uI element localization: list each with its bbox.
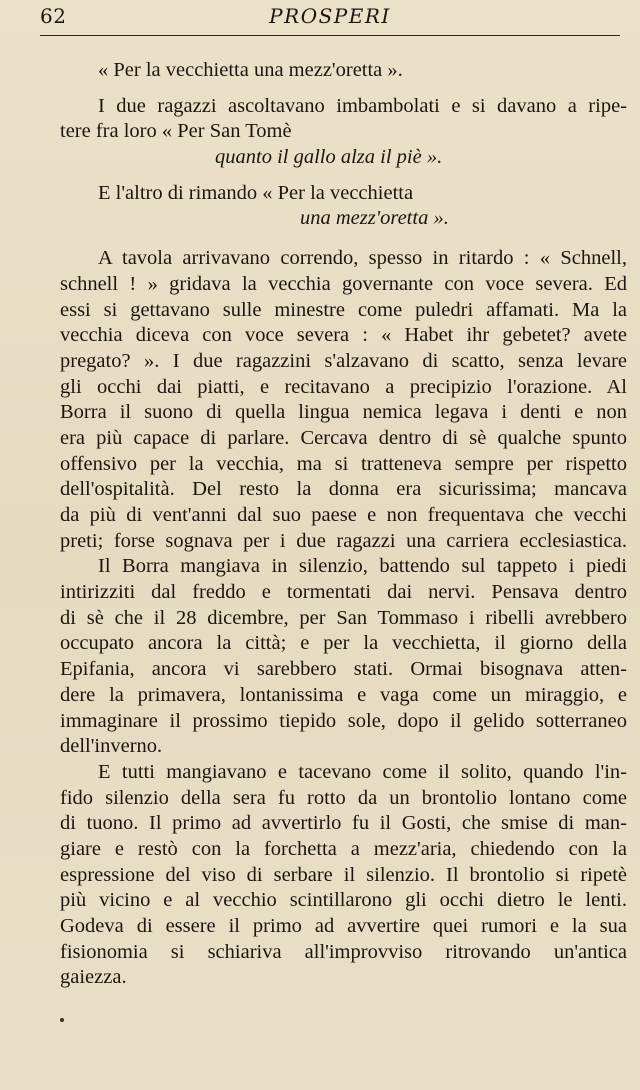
text-line: gaiezza. [60,966,127,989]
text-line: fisionomia si schiariva all'improvviso ritrovando un'antica [60,940,627,963]
text-line: offensivo per la vecchia, ma si tratteneva sempre per rispetto [60,452,627,475]
text-line: intirizziti dal freddo e tormentati dai nervi. Pensava dentro [60,581,627,604]
text-line: schnell ! » gridava la vecchia governante con voce severa. Ed [60,272,627,295]
page-header [40,2,620,30]
text-line: da più di vent'anni dal suo paese e non frequentava che vecchi [60,504,627,526]
text-line: Godeva di essere il primo ad avvertire quei rumori e la sua [60,915,627,937]
text-line: preti; forse sognava per i due ragazzi una carriera ecclesiastica. [60,529,627,552]
text-line: I due ragazzi ascoltavano imbambolati e si davano a ripe- [98,94,627,117]
text-line: dere la primavera, lontanissima e vaga come un miraggio, e [60,683,627,706]
text-line: più vicino e al vecchio scintillarono gli occhi dietro le lenti. [60,889,627,912]
text-line: E tutti mangiavano e tacevano come il solito, quando l'in- [98,760,627,783]
text-line: dell'ospitalità. Del resto la donna era sicurissima; mancava [60,478,627,501]
text-line: pregato? ». I due ragazzini s'alzavano di scatto, senza levare [60,349,627,372]
text-line: immaginare il prossimo tiepido sole, dopo il gelido sotterraneo [60,709,627,732]
text-line: gli occhi dai piatti, e recitavano a precipizio l'orazione. Al [60,375,627,398]
text-line: « Per la vecchietta una mezz'oretta ». [98,59,403,81]
text-line: giare e restò con la forchetta a mezz'aria, chiedendo con la [60,837,627,860]
body-text [60,58,627,991]
text-line: A tavola arrivavano correndo, spesso in ritardo : « Schnell, [98,247,627,270]
text-line: espressione del viso di serbare il silenzio. Il brontolio si ripetè [60,863,627,886]
ink-speck [60,1018,64,1022]
text-line: dell'inverno. [60,735,163,758]
verse-line: quanto il gallo alza il piè ». [215,146,443,169]
text-line: di tuono. Il primo ad avvertirlo fu il Gosti, che smise di man- [60,812,627,835]
text-line: essi si gettavano sulle minestre come puledri affamati. Ma la [60,298,627,321]
text-line: era più capace di parlare. Cercava dentro di sè qualche spunto [60,426,627,449]
verse-line: una mezz'oretta ». [300,207,449,230]
running-title: PROSPERI [269,4,391,28]
page-number: 62 [40,4,67,28]
text-line: vecchia diceva con voce severa : « Habet ihr gebetet? avete [60,324,627,347]
text-line: Borra il suono di quella lingua nemica legava i denti e non [60,401,627,424]
header-rule [40,35,620,36]
text-line: Il Borra mangiava in silenzio, battendo sul tappeto i piedi [98,555,627,578]
text-line: E l'altro di rimando « Per la vecchietta [98,181,414,204]
text-line: tere fra loro « Per San Tomè [60,120,292,143]
text-line: Epifania, ancora vi sarebbero stati. Ormai bisognava atten- [60,658,627,681]
text-line: di sè che il 28 dicembre, per San Tommaso i ribelli avrebbero [60,606,627,629]
text-line: fido silenzio della sera fu rotto da un brontolio lontano come [60,786,627,809]
text-line: occupato ancora la città; e per la vecchietta, il giorno della [60,632,627,655]
